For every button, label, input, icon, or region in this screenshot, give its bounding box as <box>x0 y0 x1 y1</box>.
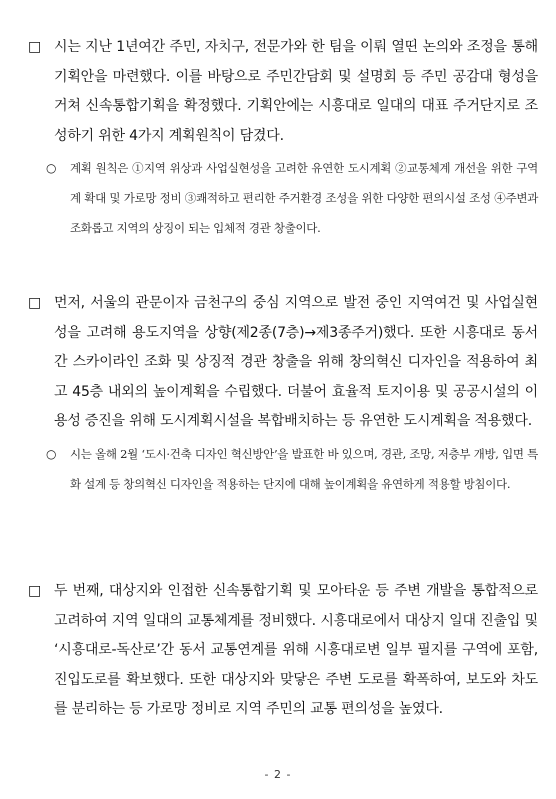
section-1 <box>28 33 538 243</box>
page-number: - 2 - <box>264 768 292 781</box>
section-3 <box>28 577 538 725</box>
section-1-subpoint <box>28 153 538 243</box>
square-bullet-icon: □ <box>28 583 42 599</box>
section-2-paragraph <box>28 289 538 437</box>
section-2-subpoint <box>28 439 538 499</box>
section-2 <box>28 289 538 499</box>
circle-bullet-icon: ○ <box>46 161 57 175</box>
circle-bullet-icon: ○ <box>46 446 57 461</box>
section-3-paragraph <box>28 577 538 725</box>
square-bullet-icon: □ <box>28 39 42 55</box>
section-2-text: 먼저, 서울의 관문이자 금천구의 중심 지역으로 발전 중인 지역여건 및 사업실현성을 고려해 용도지역을 상향(제2종(7층)→제3종주거)했다. 또한 시흥대로 동서간 스카이라인 조화 및 상징적 경관 창출을 위해 창의혁신 디자인을 적용하여 최고 45층 내외의 높이계획을 수립했다. 더불어 효율적 토지이용 및 공공시설의 이용성 증진을 위해 도시계획시설을 복합배치하는 등 유연한 도시계획을 적용했다. <box>54 295 538 429</box>
section-1-subpoint-text: 계획 원칙은 ①지역 위상과 사업실현성을 고려한 유연한 도시계획 ②교통체계 개선을 위한 구역계 확대 및 가로망 정비 ③쾌적하고 편리한 주거환경 조성을 위한 다양한 편의시설 조성 ④주변과 조화롭고 지역의 상징이 되는 입체적 경관 창출이다. <box>70 161 538 235</box>
square-bullet-icon: □ <box>28 295 42 311</box>
section-1-text: 시는 지난 1년여간 주민, 자치구, 전문가와 한 팀을 이뤄 열띤 논의와 조정을 통해 기획안을 마련했다. 이를 바탕으로 주민간담회 및 설명회 등 주민 공감대 형성을 거쳐 신속통합기획을 확정했다. 기획안에는 시흥대로 일대의 대표 주거단지로 조성하기 위한 4가지 계획원칙이 담겼다. <box>54 39 538 144</box>
section-3-text: 두 번째, 대상지와 인접한 신속통합기획 및 모아타운 등 주변 개발을 통합적으로 고려하여 지역 일대의 교통체계를 정비했다. 시흥대로에서 대상지 일대 진출입 및 ‘시흥대로-독산로’간 동서 교통연계를 위해 시흥대로변 일부 필지를 구역에 포함, 진입도로를 확보했다. 또한 대상지와 맞닿은 주변 도로를 확폭하여, 보도와 차도를 분리하는 등 가로망 정비로 지역 주민의 교통 편의성을 높였다. <box>54 583 538 717</box>
section-1-paragraph <box>28 33 538 151</box>
section-2-subpoint-text: 시는 올해 2월 ‘도시·건축 디자인 혁신방안’을 발표한 바 있으며, 경관, 조망, 저층부 개방, 입면 특화 설계 등 창의혁신 디자인을 적용하는 단지에 대해 높이계획을 유연하게 적용할 방침이다. <box>70 446 538 491</box>
